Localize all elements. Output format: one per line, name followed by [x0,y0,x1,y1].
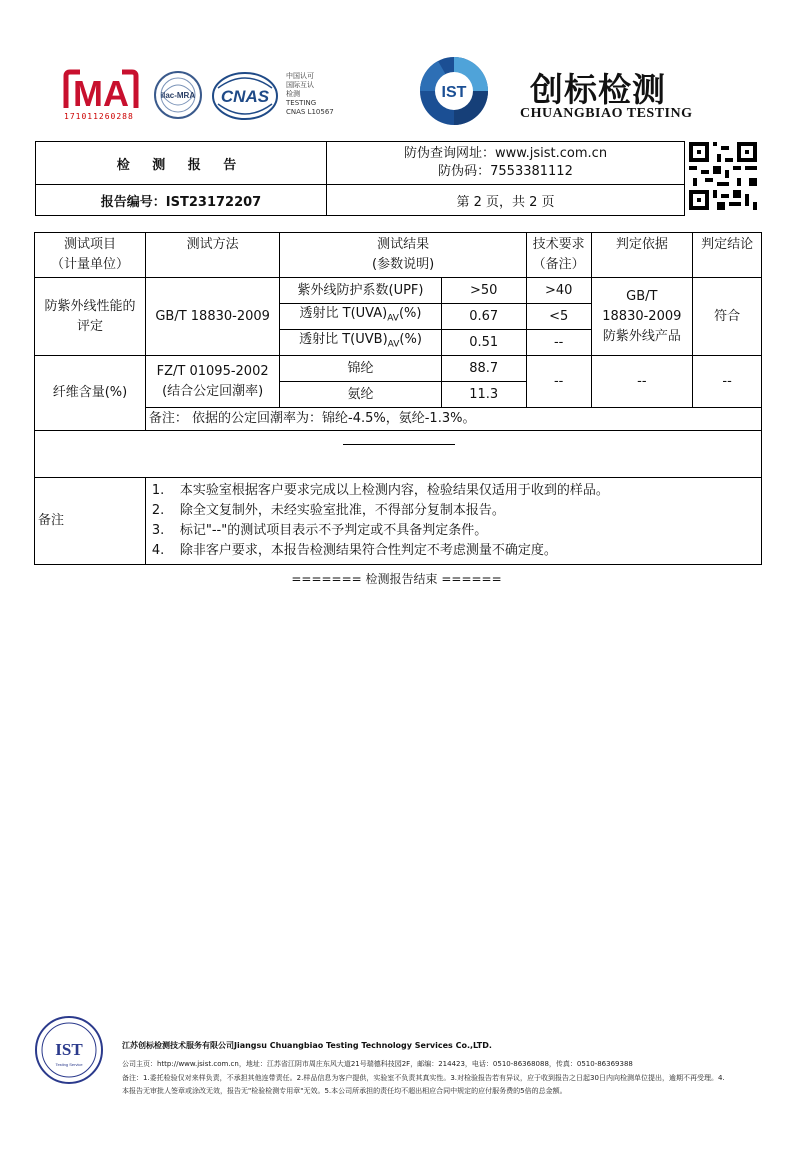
list-item: 1. 本实验室根据客户要求完成以上检测内容，检验结果仅适用于收到的样品。 [151,483,609,498]
uv-method: GB/T 18830-2009 [145,278,280,356]
remarks-list [145,478,761,565]
results-table [34,232,762,565]
divider [343,444,455,445]
uv-conclusion: 符合 [693,278,762,356]
uv-req-uva: <5 [526,304,591,330]
table-row [35,356,762,382]
verify-code: 防伪码：7553381112 [438,164,573,179]
verify-url: 防伪查询网址：www.jsist.com.cn [403,146,608,161]
qr-code [689,141,757,211]
ma-logo [62,68,140,116]
uv-item: 防紫外线性能的 评定 [35,278,146,356]
list-item: 2. 除全文复制外，未经实验室批准，不得部分复制本报告。 [151,503,505,518]
list-item: 4. 除非客户要求，本报告检测结果符合性判定不考虑测量不确定度。 [151,543,557,558]
table-row [35,278,762,304]
footer-company: 江苏创标检测技术服务有限公司Jiangsu Chuangbiao Testing Technology Services Co.,LTD. [122,1041,492,1050]
table-header-row [35,233,762,278]
ist-text: IST [441,84,467,101]
header-result: 测试结果 (参数说明) [280,233,526,278]
uv-basis: GB/T 18830-2009 防紫外线产品 [591,278,693,356]
cnas-logo [210,70,280,122]
uv-value-upf: >50 [441,278,526,304]
blank-row [35,431,762,478]
fiber-param-nylon: 锦纶 [280,356,441,382]
fiber-note: 备注： 依据的公定回潮率为：锦纶-4.5%，氨纶-1.3%。 [145,408,761,431]
fiber-conclusion: -- [693,356,762,408]
fiber-basis: -- [591,356,693,408]
uv-param-upf: 紫外线防护系数(UPF) [280,278,441,304]
uv-value-uvb: 0.51 [441,330,526,356]
ma-text: MA [73,73,129,114]
remarks-row [35,478,762,565]
report-number: 报告编号：IST23172207 [36,185,327,216]
fiber-param-spandex: 氨纶 [280,382,441,408]
fiber-req: -- [526,356,591,408]
footer-note-2: 本报告无审批人签章或涂改无效，报告无"检验检测专用章"无效。5.本公司所承担的责任均不超出相应合同中规定的应付服务费的5倍的总金额。 [122,1087,567,1095]
report-header-table [35,141,685,216]
header-requirement: 技术要求 （备注） [526,233,591,278]
header-conclusion: 判定结论 [693,233,762,278]
stamp-sub: Testing Service [55,1062,83,1067]
ilac-text: ilac-MRA [160,91,196,100]
company-stamp [34,1015,104,1085]
verify-info [327,142,685,185]
fiber-value-nylon: 88.7 [441,356,526,382]
report-end-line: ======= 检测报告结束 ====== [291,572,502,586]
fiber-item: 纤维含量(%) [35,356,146,431]
cnas-text: CNAS [220,87,270,106]
cnas-caption: 中国认可 国际互认 检测 TESTING CNAS L10567 [286,72,334,116]
header-item: 测试项目 （计量单位） [35,233,146,278]
brand-name-en: CHUANGBIAO TESTING [520,106,693,121]
fiber-value-spandex: 11.3 [441,382,526,408]
footer-note-1: 备注：1.委托检验仅对来样负责，不承担其他连带责任。2.样品信息为客户提供，实验室不负责其真实性。3.对检验报告若有异议，应于收到报告之日起30日内向检测单位提出，逾期不再受理。4. [122,1074,725,1082]
uv-param-uva: 透射比 $T(UVA)_{AV}(\%)$ [280,304,441,330]
uv-req-upf: >40 [526,278,591,304]
report-title: 检 测 报 告 [36,142,327,185]
stamp-text: IST [55,1040,83,1059]
ma-number: 171011260288 [64,112,134,121]
page-info: 第 2 页，共 2 页 [327,185,685,216]
header-method: 测试方法 [145,233,280,278]
footer-contact: 公司主页：http://www.jsist.com.cn，地址：江苏省江阴市周庄东风大道21号瑞德科技园2F，邮编：214423，电话：0510-86368088，传真：0510-86369388 [122,1060,633,1068]
uv-req-uvb: -- [526,330,591,356]
fiber-method: FZ/T 01095-2002 (结合公定回潮率) [145,356,280,408]
uv-value-uva: 0.67 [441,304,526,330]
ist-logo [418,55,490,127]
header-basis: 判定依据 [591,233,693,278]
brand-name-cn: 创标检测 [530,70,666,109]
uv-param-uvb: 透射比 $T(UVB)_{AV}(\%)$ [280,330,441,356]
remarks-label: 备注 [35,478,146,565]
list-item: 3. 标记"--"的测试项目表示不予判定或不具备判定条件。 [151,523,488,538]
ilac-mra-logo [150,70,206,120]
